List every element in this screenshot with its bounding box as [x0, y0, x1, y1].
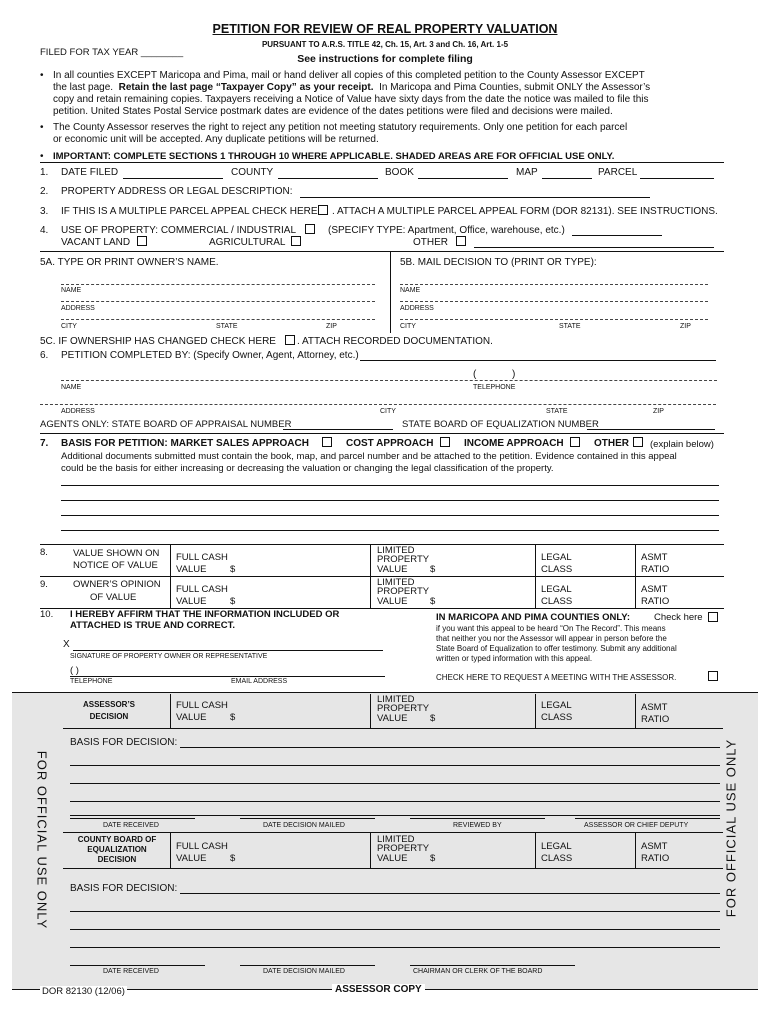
date-filed-label: DATE FILED — [61, 167, 119, 178]
board-date-received-field[interactable] — [70, 965, 205, 966]
commercial-checkbox[interactable] — [305, 224, 315, 234]
date-filed-field[interactable] — [123, 178, 223, 179]
book-field[interactable] — [418, 178, 508, 179]
form-subtitle: PURSUANT TO A.R.S. TITLE 42, Ch. 15, Art. 3 and Ch. 16, Art. 1-5 — [261, 40, 509, 49]
official-use-side-label: FOR OFFICIAL USE ONLY — [723, 738, 739, 918]
explain-line[interactable] — [61, 500, 719, 501]
equalization-label: STATE BOARD OF EQUALIZATION NUMBER — [402, 419, 599, 430]
basis-market-label: BASIS FOR PETITION: MARKET SALES APPROACH — [61, 438, 309, 449]
maricopa-title: IN MARICOPA AND PIMA COUNTIES ONLY: — [436, 612, 631, 623]
chairman-field[interactable] — [410, 965, 575, 966]
vacant-land-label: VACANT LAND — [61, 237, 131, 248]
meeting-request-checkbox[interactable] — [708, 671, 718, 681]
board-basis-line[interactable] — [70, 947, 720, 948]
board-basis-line[interactable] — [70, 911, 720, 912]
instruction-line: The County Assessor reserves the right to reject any petition not meeting statutory requirements. Only one petition for each parcel — [53, 122, 628, 133]
agricultural-checkbox[interactable] — [291, 236, 301, 246]
form-number: DOR 82130 (12/06) — [42, 986, 125, 997]
on-the-record-checkbox[interactable] — [708, 612, 718, 622]
assessor-basis-line[interactable] — [180, 747, 720, 748]
multiple-parcel-label: IF THIS IS A MULTIPLE PARCEL APPEAL CHECK HERE — [61, 206, 318, 217]
petition-completed-label: PETITION COMPLETED BY: (Specify Owner, Agent, Attorney, etc.) — [61, 350, 359, 361]
form-title: PETITION FOR REVIEW OF REAL PROPERTY VALUATION — [212, 22, 558, 36]
explain-line[interactable] — [61, 515, 719, 516]
other-basis-label: OTHER — [594, 438, 629, 449]
preparer-name-field[interactable] — [61, 380, 717, 381]
county-field[interactable] — [278, 178, 378, 179]
see-instructions: See instructions for complete filing — [297, 53, 473, 65]
instruction-line: the last page. Retain the last page “Taxpayer Copy” as your receipt. In Maricopa and Pima Counties, submit ONLY the Assessor’s — [53, 82, 651, 93]
signature-field[interactable] — [73, 650, 383, 651]
mail-name-field[interactable] — [400, 284, 708, 285]
agents-only-label: AGENTS ONLY: STATE BOARD OF APPRAISAL NUMBER — [40, 419, 292, 430]
board-basis-label: BASIS FOR DECISION: — [70, 883, 178, 894]
equalization-number-field[interactable] — [587, 429, 715, 430]
assessor-basis-label: BASIS FOR DECISION: — [70, 737, 178, 748]
basis-note: could be the basis for either increasing or decreasing the valuation or changing the legal classification of the property. — [61, 463, 554, 474]
value-shown-label: VALUE SHOWN ON — [73, 548, 160, 559]
basis-note: Additional documents submitted must contain the book, map, and parcel number and be attached to the petition. Evidence contained in this appeal — [61, 451, 677, 462]
board-basis-line[interactable] — [180, 893, 720, 894]
date-received-field[interactable] — [70, 818, 195, 819]
county-label: COUNTY — [231, 167, 274, 178]
bullet-icon: • — [40, 70, 44, 81]
cost-approach-label: COST APPROACH — [346, 438, 434, 449]
ownership-changed-checkbox[interactable] — [285, 335, 295, 345]
multiple-parcel-attach: . ATTACH A MULTIPLE PARCEL APPEAL FORM (DOR 82131). SEE INSTRUCTIONS. — [332, 206, 718, 217]
telephone-email-field[interactable] — [70, 676, 385, 677]
petition-completed-field[interactable] — [360, 360, 716, 361]
filed-for-tax-year[interactable]: FILED FOR TAX YEAR ________ — [40, 47, 184, 58]
affirm-statement: I HEREBY AFFIRM THAT THE INFORMATION INCLUDED OR — [70, 609, 340, 620]
board-date-mailed-field[interactable] — [240, 965, 375, 966]
property-address-label: PROPERTY ADDRESS OR LEGAL DESCRIPTION: — [61, 186, 293, 197]
other-use-label: OTHER — [413, 237, 448, 248]
multiple-parcel-checkbox[interactable] — [318, 205, 328, 215]
ownership-attach: . ATTACH RECORDED DOCUMENTATION. — [297, 336, 493, 347]
specify-type-field[interactable] — [572, 235, 662, 236]
owner-city-field[interactable] — [61, 319, 375, 320]
instruction-line: In all counties EXCEPT Maricopa and Pima, mail or hand deliver all copies of this completed petition to the County Assessor EXCEPT — [53, 70, 645, 81]
map-label: MAP — [516, 167, 538, 178]
bullet-icon: • — [40, 122, 44, 133]
property-address-field[interactable] — [300, 197, 650, 198]
chief-deputy-field[interactable] — [575, 818, 720, 819]
important-note: IMPORTANT: COMPLETE SECTIONS 1 THROUGH 10 WHERE APPLICABLE. SHADED AREAS ARE FOR OFFICIAL USE ONLY. — [53, 151, 615, 162]
cost-approach-checkbox[interactable] — [440, 437, 450, 447]
date-mailed-field[interactable] — [240, 818, 375, 819]
copy-label: ASSESSOR COPY — [332, 984, 425, 995]
instruction-line: copy and retain remaining copies. Taxpayers receiving a Notice of Value have sixty days from the date the notice was mailed to file this — [53, 94, 649, 105]
owners-opinion-label: OWNER’S OPINION — [73, 579, 161, 590]
book-label: BOOK — [385, 167, 414, 178]
assessor-basis-line[interactable] — [70, 783, 720, 784]
instruction-line: petition. United States Postal Service postmark dates are evidence of the dates petitions were filed and decisions were mailed. — [53, 106, 613, 117]
mail-city-field[interactable] — [400, 319, 708, 320]
explain-line[interactable] — [61, 530, 719, 531]
income-approach-checkbox[interactable] — [570, 437, 580, 447]
county-board-decision-label: COUNTY BOARD OF — [77, 835, 157, 844]
reviewed-by-field[interactable] — [410, 818, 545, 819]
assessors-decision-label: ASSESSOR’S — [82, 700, 135, 709]
bullet-icon: • — [40, 151, 44, 162]
parcel-label: PARCEL — [598, 167, 638, 178]
explain-line[interactable] — [61, 485, 719, 486]
assessor-basis-line[interactable] — [70, 765, 720, 766]
income-approach-label: INCOME APPROACH — [464, 438, 564, 449]
parcel-field[interactable] — [640, 178, 714, 179]
owner-address-field[interactable] — [61, 301, 375, 302]
appraisal-number-field[interactable] — [283, 429, 393, 430]
owner-name-field[interactable] — [61, 284, 375, 285]
specify-type-label: (SPECIFY TYPE: Apartment, Office, warehouse, etc.) — [328, 225, 565, 236]
map-field[interactable] — [542, 178, 592, 179]
assessor-basis-line[interactable] — [70, 801, 720, 802]
other-use-checkbox[interactable] — [456, 236, 466, 246]
instruction-line: or economic unit will be accepted. Any duplicate petitions will be returned. — [53, 134, 379, 145]
owner-name-label: 5A. TYPE OR PRINT OWNER’S NAME. — [40, 257, 219, 268]
mail-decision-label: 5B. MAIL DECISION TO (PRINT OR TYPE): — [400, 257, 597, 268]
meeting-request-label: CHECK HERE TO REQUEST A MEETING WITH THE ASSESSOR. — [436, 673, 677, 682]
market-sales-checkbox[interactable] — [322, 437, 332, 447]
preparer-address-field[interactable] — [40, 404, 716, 405]
other-use-field[interactable] — [474, 247, 714, 248]
use-of-property-label: USE OF PROPERTY: COMMERCIAL / INDUSTRIAL — [61, 225, 297, 236]
ownership-changed-label: 5C. IF OWNERSHIP HAS CHANGED CHECK HERE — [40, 336, 276, 347]
board-basis-line[interactable] — [70, 929, 720, 930]
official-use-side-label: FOR OFFICIAL USE ONLY — [34, 750, 50, 930]
agricultural-label: AGRICULTURAL — [209, 237, 286, 248]
vacant-land-checkbox[interactable] — [137, 236, 147, 246]
mail-address-field[interactable] — [400, 301, 708, 302]
other-basis-checkbox[interactable] — [633, 437, 643, 447]
